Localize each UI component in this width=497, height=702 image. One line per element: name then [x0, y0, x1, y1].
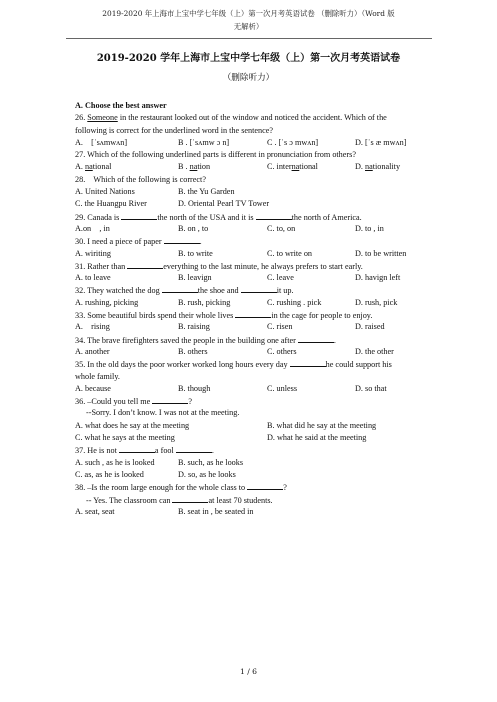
- option-c[interactable]: C. rushing . pick: [267, 297, 322, 307]
- question-30-options: [75, 248, 423, 260]
- question-27: 27. Which of the following underlined parts is different in pronunciation from others?: [75, 150, 356, 160]
- question-32: 32. They watched the dog the shoe and it up.: [75, 286, 294, 296]
- question-list: [75, 100, 423, 518]
- answer-blank[interactable]: [241, 284, 277, 293]
- option-a[interactable]: A. rushing, picking: [75, 297, 139, 307]
- option-c[interactable]: C . [ˈs ɔ mwʌn]: [267, 137, 319, 147]
- underlined-word: Someone: [87, 113, 118, 123]
- option-c[interactable]: C. what he says at the meeting: [75, 433, 175, 443]
- option-d[interactable]: D. to be written: [355, 248, 407, 258]
- option-a[interactable]: A. seat, seat: [75, 506, 115, 516]
- question-26-line2: following is correct for the underlined word in the sentence?: [75, 125, 274, 135]
- answer-blank[interactable]: [172, 494, 208, 503]
- option-a[interactable]: A. to leave: [75, 273, 111, 283]
- question-26-options: [75, 137, 423, 149]
- option-c[interactable]: C. risen: [267, 322, 293, 332]
- option-b[interactable]: B. leavign: [178, 273, 212, 283]
- option-d[interactable]: D. to , in: [355, 223, 384, 233]
- answer-blank[interactable]: [127, 260, 163, 269]
- answer-blank[interactable]: [119, 444, 155, 453]
- option-a[interactable]: A. what does he say at the meeting: [75, 420, 190, 430]
- running-header-line2: 无解析）: [233, 22, 264, 31]
- question-35-options: [75, 383, 423, 395]
- option-b[interactable]: B. such, as he looks: [178, 457, 244, 467]
- question-37-options-row2: [75, 469, 423, 481]
- question-28: 28. Which of the following is correct?: [75, 174, 206, 184]
- question-36: 36. –Could you tell me ?: [75, 397, 192, 407]
- option-d[interactable]: D. the other: [355, 346, 394, 356]
- option-c[interactable]: C. to, on: [267, 223, 296, 233]
- answer-blank[interactable]: [247, 481, 283, 490]
- option-b[interactable]: B. on , to: [178, 223, 209, 233]
- option-c[interactable]: C. to write on: [267, 248, 313, 258]
- question-36-options-row2: [75, 432, 423, 444]
- option-d[interactable]: D. raised: [355, 322, 385, 332]
- option-b[interactable]: B. to write: [178, 248, 213, 258]
- option-a[interactable]: A. national: [75, 162, 112, 172]
- option-d[interactable]: D. rush, pick: [355, 297, 398, 307]
- option-c[interactable]: C. others: [267, 346, 297, 356]
- question-38-options-row1: [75, 506, 423, 518]
- option-d[interactable]: D. what he said at the meeting: [267, 433, 367, 443]
- option-d[interactable]: D. [ˈs æ mwʌn]: [355, 137, 407, 147]
- question-29: 29. Canada is the north of the USA and it is the north of America.: [75, 212, 362, 222]
- option-a[interactable]: A. wiriting: [75, 248, 111, 258]
- section-heading: A. Choose the best answer: [75, 101, 167, 110]
- question-37: 37. He is not a fool .: [75, 446, 214, 456]
- answer-blank[interactable]: [176, 444, 212, 453]
- option-a[interactable]: A. another: [75, 346, 110, 356]
- option-b[interactable]: B . nation: [178, 162, 211, 172]
- question-33-options: [75, 321, 423, 333]
- answer-blank[interactable]: [256, 211, 292, 220]
- question-31: 31. Rather than everything to the last minute, he always prefers to start early.: [75, 261, 363, 271]
- running-header: [18, 7, 479, 33]
- question-32-options: [75, 297, 423, 309]
- option-b[interactable]: B. seat in , be seated in: [178, 506, 254, 516]
- question-35: 35. In the old days the poor worker worked long hours every day he could support his: [75, 360, 392, 370]
- option-a[interactable]: A. rising: [75, 322, 110, 332]
- page-number: 1 / 6: [239, 667, 258, 676]
- option-b[interactable]: B. the Yu Garden: [178, 187, 235, 197]
- running-header-line1: 2019-2020 年上海市上宝中学七年级（上）第一次月考英语试卷 （删除听力）（Word 版: [102, 9, 395, 18]
- question-27-options: [75, 161, 423, 173]
- option-d[interactable]: D. nationality: [355, 162, 401, 172]
- document-subtitle: （删除听力）: [222, 73, 275, 83]
- option-b[interactable]: B. others: [178, 346, 208, 356]
- option-d[interactable]: D. Oriental Pearl TV Tower: [178, 199, 270, 209]
- question-36-options-row1: [75, 420, 423, 432]
- option-b[interactable]: B. raising: [178, 322, 210, 332]
- answer-blank[interactable]: [290, 358, 326, 367]
- option-b[interactable]: B. rush, picking: [178, 297, 231, 307]
- option-c[interactable]: C. international: [267, 162, 318, 172]
- option-c[interactable]: C. leave: [267, 273, 294, 283]
- question-33: 33. Some beautiful birds spend their whole lives in the cage for people to enjoy.: [75, 311, 373, 321]
- document-title: 2019-2020 学年上海市上宝中学七年级（上）第一次月考英语试卷: [96, 53, 401, 64]
- answer-blank[interactable]: [235, 309, 271, 318]
- question-34-options: [75, 346, 423, 358]
- question-26: 26. Someone in the restaurant looked out of the window and noticed the accident. Which of the: [75, 113, 387, 123]
- question-34: 34. The brave firefighters saved the people in the building one after .: [75, 335, 336, 345]
- answer-blank[interactable]: [152, 395, 188, 404]
- header-divider: [66, 38, 432, 39]
- answer-blank[interactable]: [162, 284, 198, 293]
- option-b[interactable]: B. what did he say at the meeting: [267, 420, 377, 430]
- option-c[interactable]: C. the Huangpu River: [75, 199, 147, 209]
- question-31-options: [75, 272, 423, 284]
- question-30: 30. I need a piece of paper .: [75, 237, 202, 247]
- option-d[interactable]: D. so, as he looks: [178, 469, 236, 479]
- question-36-reply: --Sorry. I don’t know. I was not at the meeting.: [86, 408, 240, 418]
- question-35-line2: whole family.: [75, 371, 120, 381]
- question-37-options-row1: [75, 457, 423, 469]
- option-a[interactable]: A. [ˈsʌmwʌn]: [75, 137, 128, 147]
- option-d[interactable]: D. so that: [355, 383, 387, 393]
- answer-blank[interactable]: [121, 211, 157, 220]
- option-c[interactable]: C. unless: [267, 383, 298, 393]
- answer-blank[interactable]: [164, 235, 200, 244]
- question-38-reply: -- Yes. The classroom can at least 70 students.: [86, 495, 273, 505]
- option-a[interactable]: A. because: [75, 383, 111, 393]
- question-28-options-row2: [75, 198, 423, 210]
- question-29-options: [75, 223, 423, 235]
- option-c[interactable]: C. as, as he is looked: [75, 469, 144, 479]
- question-28-options-row1: [75, 186, 423, 198]
- option-d[interactable]: D. havign left: [355, 273, 401, 283]
- option-b[interactable]: B. though: [178, 383, 211, 393]
- option-a[interactable]: A. such , as he is looked: [75, 457, 155, 467]
- option-b[interactable]: B . [ˈsʌmw ɔ n]: [178, 137, 230, 147]
- question-38: 38. –Is the room large enough for the whole class to ?: [75, 483, 287, 493]
- option-a[interactable]: A. United Nations: [75, 187, 135, 197]
- option-a[interactable]: A.on , in: [75, 223, 110, 233]
- answer-blank[interactable]: [298, 334, 334, 343]
